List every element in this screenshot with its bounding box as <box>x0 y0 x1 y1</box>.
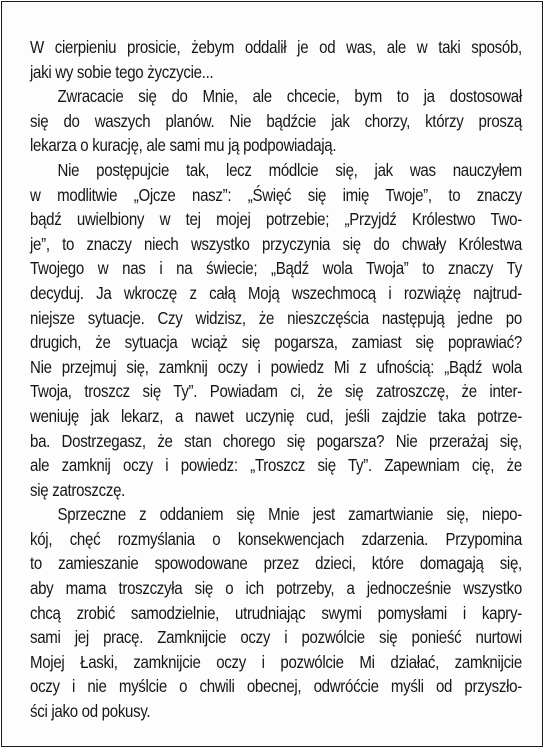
text-line: niejsze sytuacje. Czy widzisz, że nieszczęścia następują jedne po <box>30 307 522 328</box>
text-line: to zamieszanie spowodowane przez dzieci, które domagają się, <box>30 553 522 574</box>
paragraph-first-line: Sprzeczne z oddaniem się Mnie jest zamartwianie się, niepo- <box>57 504 522 525</box>
text-line: w modlitwie „Ojcze nasz”: „Święć się imię Twoje”, to znaczy <box>30 184 522 205</box>
text-line: Mojej Łaski, zamknijcie oczy i pozwólcie Mi działać, zamknijcie <box>30 651 522 672</box>
text-line: ści jako od pokusy. <box>30 701 151 722</box>
paragraph-first-line: Zwracacie się do Mnie, ale chcecie, bym to ja dostosował <box>57 86 522 107</box>
text-line: sami jej pracę. Zamknijcie oczy i pozwólcie się ponieść nurtowi <box>30 627 522 648</box>
body-text <box>30 35 522 724</box>
text-line: kój, chęć rozmyślania o konsekwencjach zdarzenia. Przypomina <box>30 528 522 549</box>
text-line: drugich, że sytuacja wciąż się pogarsza, zamiast się poprawiać? <box>30 332 522 353</box>
text-line: się zatroszczę. <box>30 479 126 500</box>
text-line: decyduj. Ja wkroczę z całą Moją wszechmocą i rozwiążę najtrud- <box>30 282 522 303</box>
text-line: ba. Dostrzegasz, że stan chorego się pogarsza? Nie przerażaj się, <box>30 430 522 451</box>
text-line: weniuję jak lekarz, a nawet uczynię cud, jeśli zajdzie taka potrze- <box>30 405 522 426</box>
text-line: Twojego w nas i na świecie; „Bądź wola Twoja” to znaczy Ty <box>30 258 522 279</box>
text-line: jaki wy sobie tego życzycie... <box>30 61 214 82</box>
text-line: lekarza o kurację, ale sami mu ją podpowiadają. <box>30 135 337 156</box>
text-line: oczy i nie myślcie o chwili obecnej, odwróćcie myśli od przyszło- <box>30 676 522 697</box>
text-line: je”, to znaczy niech wszystko przyczynia się do chwały Królestwa <box>30 233 522 254</box>
text-line: Twoja, troszcz się Ty”. Powiadam ci, że się zatroszczę, że inter- <box>30 381 522 402</box>
text-line: bądź uwielbiony w tej mojej potrzebie; „Przyjdź Królestwo Two- <box>30 209 522 230</box>
text-line: ale zamknij oczy i powiedz: „Troszcz się Ty”. Zapewniam cię, że <box>30 455 522 476</box>
text-line: W cierpieniu prosicie, żebym oddalił je od was, ale w taki sposób, <box>30 37 522 57</box>
page-frame <box>1 1 543 747</box>
paragraph-first-line: Nie postępujcie tak, lecz módlcie się, jak was nauczyłem <box>57 159 522 180</box>
text-line: Nie przejmuj się, zamknij oczy i powiedz Mi z ufnością: „Bądź wola <box>30 356 522 377</box>
text-line: aby mama troszczyła się o ich potrzeby, a jednocześnie wszystko <box>30 578 522 599</box>
text-line: się do waszych planów. Nie bądźcie jak chorzy, którzy proszą <box>30 110 522 131</box>
text-line: chcą zrobić samodzielnie, utrudniając swymi pomysłami i kapry- <box>30 602 522 623</box>
